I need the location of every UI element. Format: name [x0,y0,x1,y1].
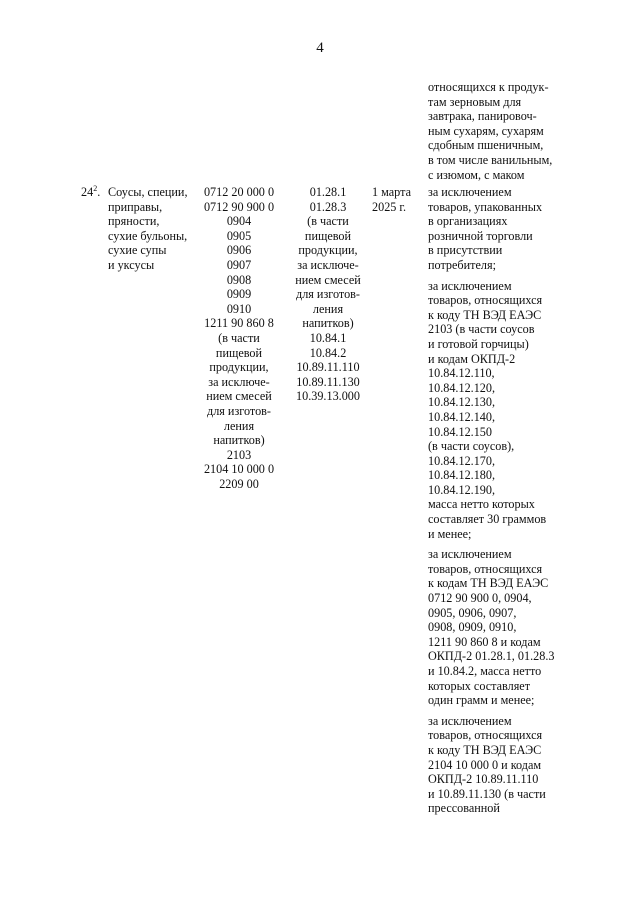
code-line: напитков) [213,433,265,448]
code-line: 10.89.11.130 [296,374,360,389]
text-line: и 10.84.2, масса нетто [428,664,542,678]
row-number: $24^2$. [81,184,101,199]
code-line: 2103 [226,447,252,462]
text-line: пряности, [108,214,160,229]
text-line: потребителя; [428,257,496,272]
text-line: 0905, 0906, 0907, [428,605,517,620]
code-line: напитков) [302,316,354,331]
continuation-text [428,80,552,182]
text-line: 10.84.12.150 [428,424,492,439]
text-line: 10.84.12.190, [428,482,496,497]
text-line: 10.84.12.110, [428,366,495,381]
text-line: 10.84.12.180, [428,468,496,483]
text-line: розничной торговли [428,228,533,243]
effective-date-cell [372,185,411,214]
text-line: 10.84.12.140, [428,409,496,424]
text-line: ОКПД-2 10.89.11.110 [428,772,539,787]
code-line: 01.28.1 [309,185,347,199]
code-line: 0910 [226,301,252,316]
text-line: товаров, относящихся [428,293,543,308]
code-line: 0909 [226,287,252,302]
text-line: ным сухарям, сухарям [428,123,544,138]
code-line: для изготов- [296,287,360,302]
text-line: и 10.89.11.130 (в части [428,786,546,801]
code-line: 0906 [226,243,252,258]
code-line: 0712 20 000 0 [203,185,275,199]
text-line: за исключением [428,278,512,293]
text-line: с изюмом, с маком [428,167,525,182]
text-line: сдобным пшеничным, [428,138,544,153]
text-line: 1211 90 860 8 и кодам [428,634,541,649]
text-line: в присутствии [428,243,503,258]
code-line: за исключе- [297,257,359,272]
text-line: товаров, упакованных [428,199,543,214]
text-line: к коду ТН ВЭД ЕАЭС [428,742,542,757]
text-line: к кодам ТН ВЭД ЕАЭС [428,576,549,591]
row-number-value: 24 [81,185,94,199]
text-line: сухие бульоны, [108,228,188,243]
text-line: ОКПД-2 01.28.1, 01.28.3 [428,649,555,664]
text-line: в том числе ванильным, [428,152,553,167]
text-line: 0908, 0909, 0910, [428,620,517,635]
code-line: 0905 [226,228,252,243]
text-line: приправы, [108,199,163,214]
text-line: товаров, относящихся [428,561,543,576]
text-line: 10.84.12.170, [428,453,496,468]
text-line: в организациях [428,214,508,229]
code-line: 10.89.11.110 [296,360,360,375]
code-line: за исключе- [208,374,270,389]
text-line: товаров, относящихся [428,728,543,743]
text-line: завтрака, панировоч- [428,109,537,124]
text-line: 2025 г. [372,199,407,214]
code-line: нием смесей [206,389,272,404]
exception-paragraph [428,547,554,708]
text-line: сухие супы [108,243,167,258]
code-line: пищевой [304,228,352,243]
code-line: (в части [307,214,349,229]
code-line: продукции, [209,360,269,375]
text-line: 2103 (в части соусов [428,322,535,337]
text-line: там зерновым для [428,94,522,109]
text-line: и кодам ОКПД-2 [428,351,516,366]
text-line: Соусы, специи, [108,185,188,199]
text-line: 10.84.12.120, [428,380,496,395]
code-line: 1211 90 860 8 [204,316,274,331]
text-line: за исключением [428,547,512,562]
text-line: один грамм и менее; [428,693,535,708]
exception-paragraph [428,185,554,273]
text-line: составляет 30 граммов [428,512,547,527]
text-line: и уксусы [108,257,155,272]
code-line: 0907 [226,257,252,272]
text-line: относящихся к продук- [428,80,549,94]
code-line: 2209 00 [219,476,259,491]
code-line: 10.84.2 [309,345,347,360]
code-line: ления [223,418,255,433]
product-name-cell [108,185,188,273]
text-line: 2104 10 000 0 и кодам [428,757,542,772]
row-number-superscript: 2 [93,184,98,193]
code-line: 2104 10 000 0 [203,462,275,477]
code-line: для изготов- [207,403,271,418]
code-line: 0908 [226,272,252,287]
exceptions-cell [428,185,554,822]
text-line: и менее; [428,526,472,541]
text-line: 1 марта [372,185,411,199]
text-line: которых составляет [428,678,531,693]
code-line: 01.28.3 [309,199,347,214]
exception-paragraph [428,714,554,816]
text-line: масса нетто которых [428,497,535,512]
code-line: 10.84.1 [309,330,347,345]
text-line: (в части соусов), [428,439,515,454]
text-line: прессованной [428,801,500,816]
code-line: нием смесей [295,272,361,287]
code-line: пищевой [215,345,263,360]
okpd-codes-cell [288,185,368,404]
text-line: к коду ТН ВЭД ЕАЭС [428,307,542,322]
page-number: 4 [316,40,324,56]
code-line: 10.39.13.000 [296,389,360,404]
text-line: 10.84.12.130, [428,395,496,410]
code-line: (в части [218,330,260,345]
code-line: ления [312,301,344,316]
exception-paragraph [428,279,554,542]
text-line: за исключением [428,185,512,199]
code-line: 0904 [226,214,252,229]
text-line: за исключением [428,713,512,728]
tnved-codes-cell [198,185,280,491]
text-line: 0712 90 900 0, 0904, [428,591,532,606]
text-line: и готовой горчицы) [428,336,529,351]
code-line: 0712 90 900 0 [203,199,275,214]
code-line: продукции, [298,243,358,258]
